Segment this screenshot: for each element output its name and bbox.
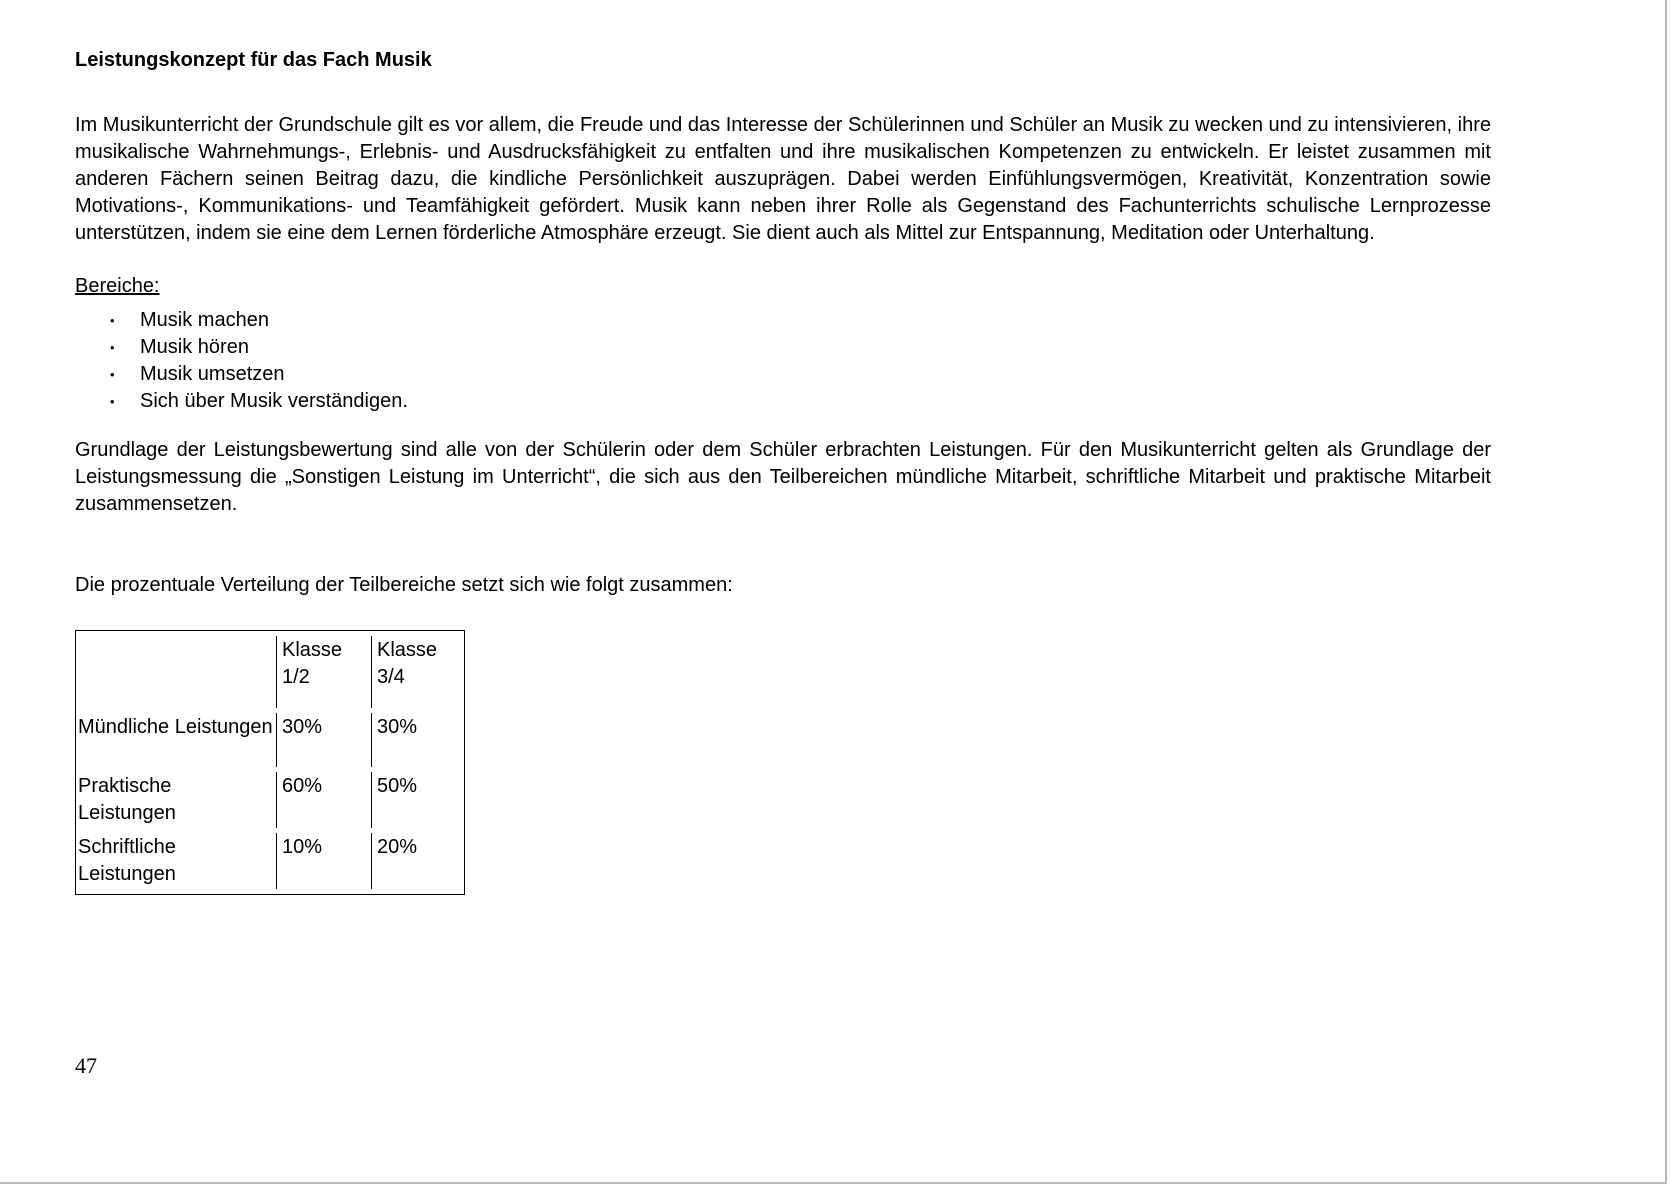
sections-heading: Bereiche: (75, 275, 160, 297)
row-label-cell: Praktische Leistungen (78, 775, 176, 824)
bullet-icon: • (110, 394, 115, 409)
list-item (75, 334, 1491, 361)
value-cell-klasse34: 50% (371, 772, 464, 828)
list-item-label: Sich über Musik verständigen. (140, 390, 408, 412)
list-item-label: Musik hören (140, 336, 249, 358)
list-item (75, 361, 1491, 388)
list-item-label: Musik machen (140, 309, 269, 331)
list-item (75, 388, 1491, 415)
bullet-icon: • (110, 313, 115, 328)
bullet-list (75, 307, 1491, 415)
bullet-icon: • (110, 367, 115, 382)
table-header-cell-klasse34: Klasse 3/4 (371, 636, 464, 708)
row-label-cell: Schriftliche Leistungen (78, 836, 176, 885)
value-cell-klasse12: 10% (276, 833, 371, 889)
row-label-cell: Mündliche Leistungen (78, 716, 273, 738)
percentage-table (75, 630, 465, 895)
document-title: Leistungskonzept für das Fach Musik (75, 49, 432, 71)
table-row (76, 772, 464, 828)
value-cell-klasse12: 60% (276, 772, 371, 828)
list-item (75, 307, 1491, 334)
table-row (76, 833, 464, 889)
table-header-cell-empty (76, 636, 276, 708)
list-item-label: Musik umsetzen (140, 363, 285, 385)
bullet-icon: • (110, 340, 115, 355)
table-header-cell-klasse12: Klasse 1/2 (276, 636, 371, 708)
table-row (76, 713, 464, 767)
verteilung-paragraph: Die prozentuale Verteilung der Teilbereiche setzt sich wie folgt zusammen: (75, 574, 733, 596)
table-header-row (76, 636, 464, 708)
value-cell-klasse34: 20% (371, 833, 464, 889)
intro-paragraph: Im Musikunterricht der Grundschule gilt es vor allem, die Freude und das Interesse der Schülerinnen und Schüler an Musik zu wecken und zu intensivieren, ihre musikalische Wahrnehmungs-, Erlebnis- und Ausdrucksfähigkeit zu entfalten und ihre musikalischen Kompetenzen zu entwickeln. Er leistet zusammen mit anderen Fächern seinen Beitrag dazu, die kindliche Persönlichkeit auszuprägen. Dabei werden Einfühlungsvermögen, Kreativität, Konzentration sowie Motivations-, Kommunikations- und Teamfähigkeit gefördert. Musik kann neben ihrer Rolle als Gegenstand des Fachunterrichts schulische Lernprozesse unterstützen, indem sie eine dem Lernen förderliche Atmosphäre erzeugt. Sie dient auch als Mittel zur Entspannung, Meditation oder Unterhaltung. (75, 114, 1491, 244)
value-cell-klasse34: 30% (371, 713, 464, 767)
grundlage-paragraph: Grundlage der Leistungsbewertung sind alle von der Schülerin oder dem Schüler erbrachten Leistungen. Für den Musikunterricht gelten als Grundlage der Leistungsmessung die „Sonstigen Leistung im Unterricht“, die sich aus den Teilbereichen mündliche Mitarbeit, schriftliche Mitarbeit und praktische Mitarbeit zusammensetzen. (75, 439, 1491, 515)
value-cell-klasse12: 30% (276, 713, 371, 767)
page-number: 47 (75, 1053, 97, 1078)
document-content (75, 47, 1491, 895)
